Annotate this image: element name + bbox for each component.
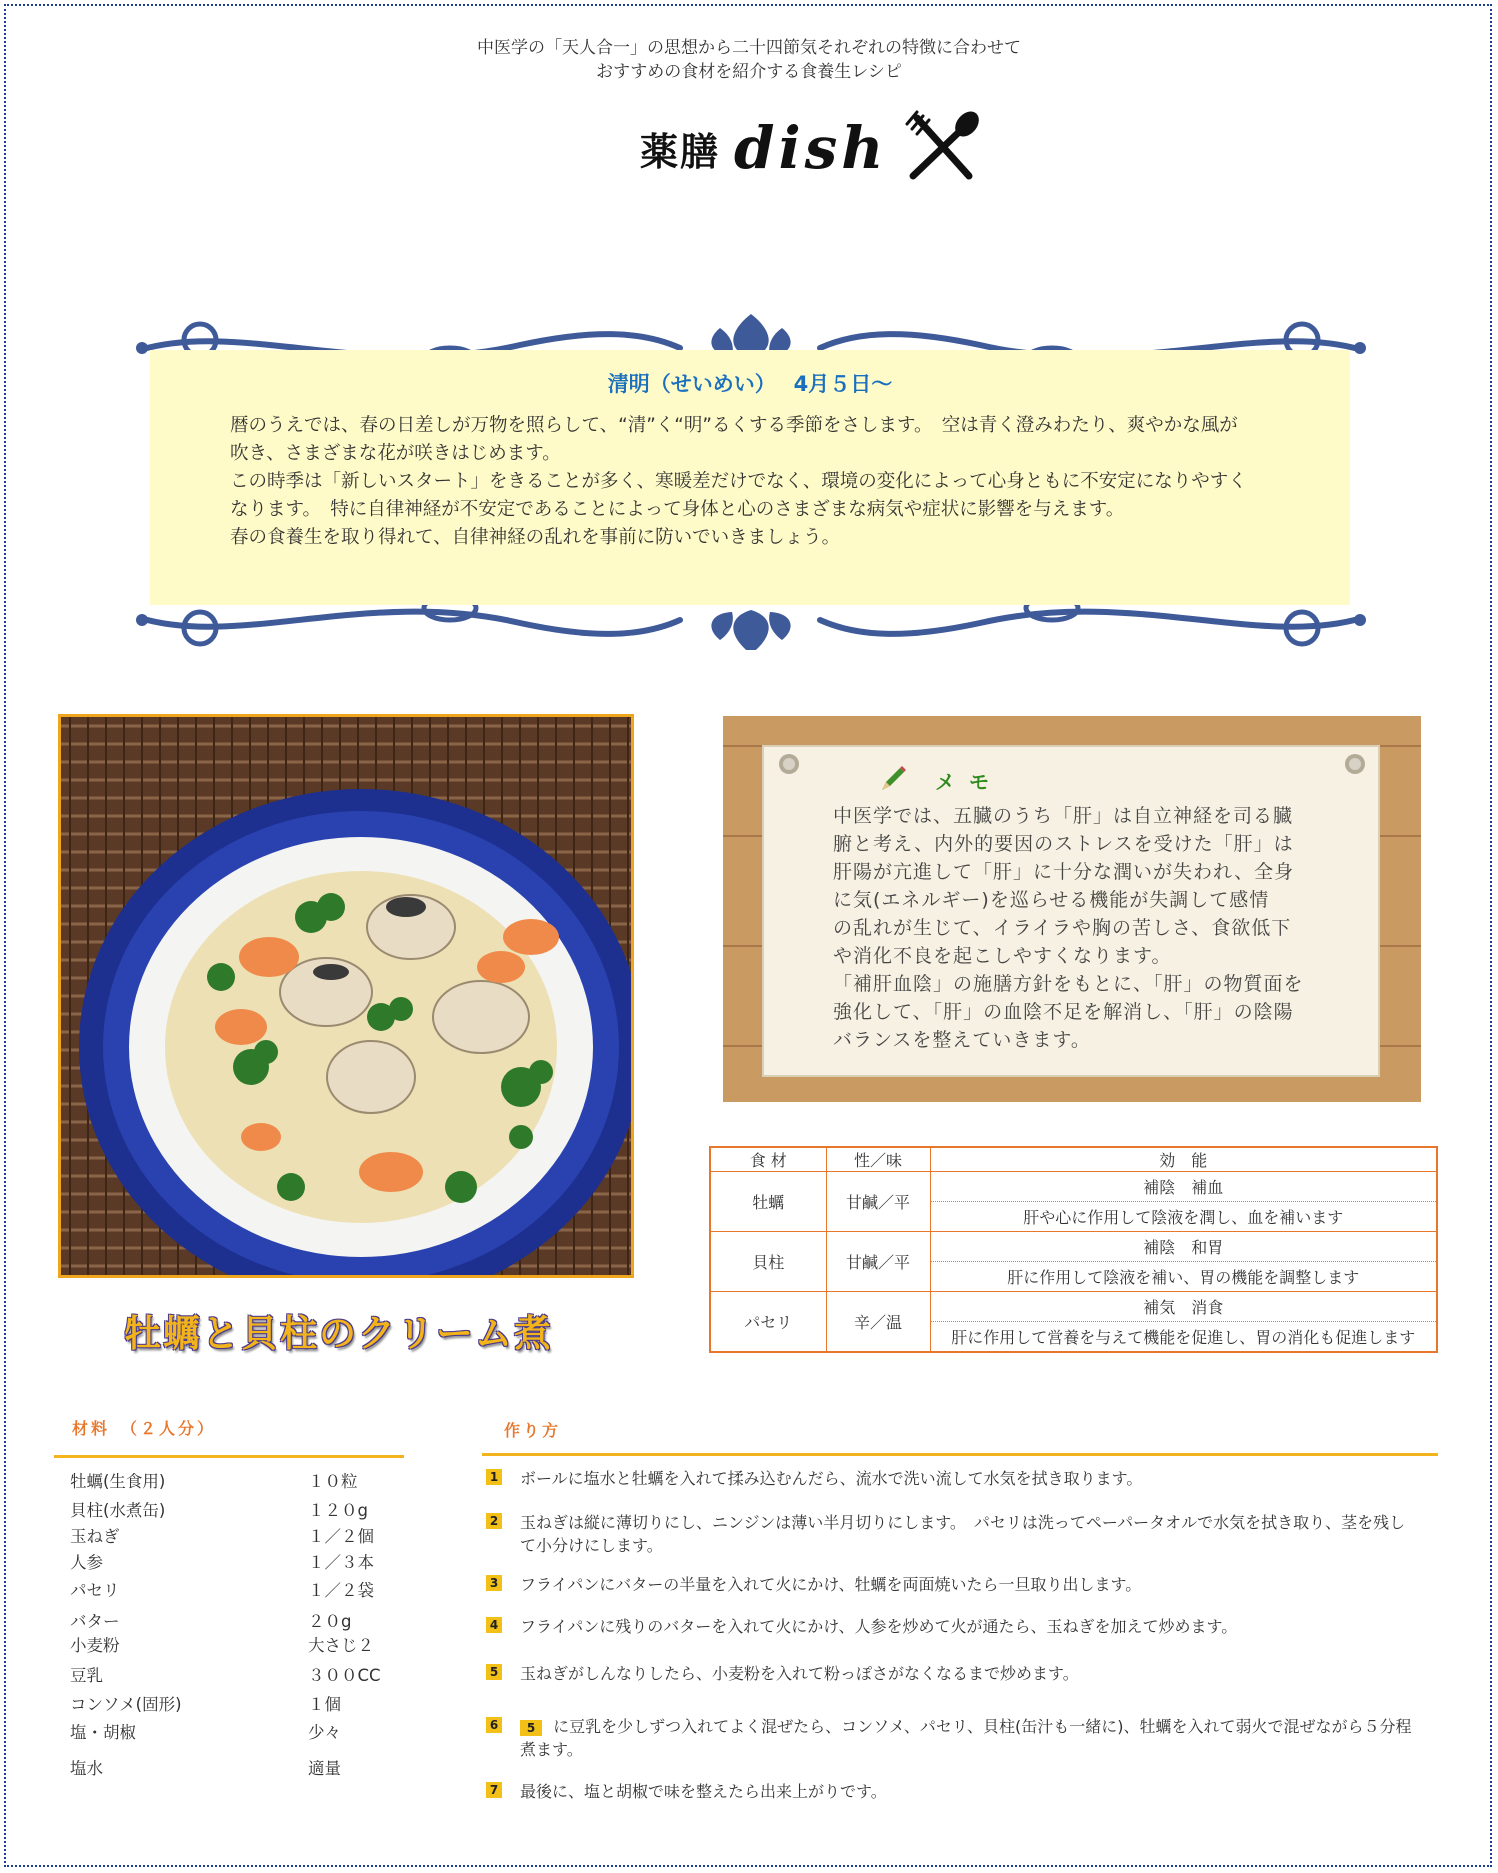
memo-line: 肝陽が亢進して「肝」に十分な潤いが失われ、全身 — [833, 861, 1295, 883]
material-name: 牡蠣(生食用) — [70, 1472, 166, 1491]
memo-heading: メモ — [935, 770, 1003, 794]
food-effect: 補陰 和胃 — [930, 1232, 1437, 1262]
step-number: 3 — [486, 1575, 502, 1591]
memo-line: に気(エネルギー)を巡らせる機能が失調して感情 — [833, 889, 1270, 911]
material-qty: ２０g — [308, 1612, 352, 1631]
memo-line: 腑と考え、内外的要因のストレスを受けた「肝」は — [833, 833, 1294, 855]
brand-logo — [640, 108, 983, 188]
food-nature: 甘鹹／平 — [826, 1232, 930, 1292]
material-qty: １／２袋 — [308, 1581, 374, 1600]
season-paragraph: なります。 特に自律神経が不安定であることによって身体と心のさまざまな病気や症状に影響を与えます。 — [230, 499, 1125, 520]
method-rule — [482, 1453, 1438, 1456]
material-name: コンソメ(固形) — [70, 1695, 182, 1714]
table-row — [710, 1292, 1437, 1322]
step-number: 5 — [486, 1664, 502, 1680]
step-ref-badge: 5 — [520, 1720, 542, 1736]
ingredient-table — [709, 1146, 1438, 1353]
material-name: 小麦粉 — [70, 1636, 120, 1655]
season-box — [150, 350, 1350, 605]
food-detail: 肝や心に作用して陰液を潤し、血を補います — [930, 1202, 1437, 1232]
step-text: ボールに塩水と牡蠣を入れて揉み込むんだら、流水で洗い流して水気を拭き取ります。 — [520, 1469, 1143, 1488]
material-name: 塩水 — [70, 1759, 103, 1778]
material-name: 豆乳 — [70, 1666, 103, 1685]
step-number: 1 — [486, 1469, 502, 1485]
material-qty: 適量 — [308, 1759, 341, 1778]
material-qty: 少々 — [308, 1723, 341, 1742]
dish-photo — [58, 714, 634, 1278]
memo-line: バランスを整えていきます。 — [833, 1029, 1091, 1051]
pencil-icon — [878, 764, 908, 798]
food-effect: 補気 消食 — [930, 1292, 1437, 1322]
season-description — [230, 412, 1320, 552]
season-paragraph: 暦のうえでは、春の日差しが万物を照らして、“清”く“明”るくする季節をさします。 空は青く澄みわたり、爽やかな風が — [230, 415, 1238, 436]
brand-jp: 薬膳 — [640, 128, 721, 174]
season-paragraph: 春の食養生を取り得れて、自律神経の乱れを事前に防いでいきましょう。 — [230, 527, 841, 548]
intro-line-1: 中医学の「天人合一」の思想から二十四節気それぞれの特徴に合わせて — [477, 38, 1021, 58]
fork-spoon-icon — [903, 108, 983, 188]
material-name: パセリ — [70, 1581, 120, 1600]
memo-line: や消化不良を起こしやすくなります。 — [833, 945, 1172, 967]
food-nature: 辛／温 — [826, 1292, 930, 1353]
step-number: 2 — [486, 1513, 502, 1529]
material-qty: １／３本 — [308, 1553, 374, 1572]
memo-line: 強化して、「肝」の血陰不足を解消し、「肝」の陰陽 — [833, 1001, 1294, 1023]
material-qty: ３００CC — [308, 1666, 381, 1685]
header-effect: 効 能 — [930, 1147, 1437, 1172]
materials-title: 材料 （２人分） — [72, 1419, 217, 1438]
memo-line: の乱れが生じて、イライラや胸の苦しさ、食欲低下 — [833, 917, 1292, 939]
header-nature: 性／味 — [826, 1147, 930, 1172]
memo-body — [833, 802, 1331, 1054]
memo-line: 中医学では、五臓のうち「肝」は自立神経を司る臓 — [833, 805, 1294, 827]
step-text-wrap — [520, 1715, 1420, 1761]
method-title: 作り方 — [504, 1421, 562, 1440]
food-nature: 甘鹹／平 — [826, 1172, 930, 1232]
brand-en: dish — [734, 114, 888, 182]
food-detail: 肝に作用して営養を与えて機能を促進し、胃の消化も促進します — [930, 1322, 1437, 1353]
intro-line-2: おすすめの食材を紹介する食養生レシピ — [596, 62, 902, 82]
materials-rule — [54, 1455, 404, 1458]
season-paragraph: この時季は「新しいスタート」をきることが多く、寒暖差だけでなく、環境の変化によって心身ともに不安定になりやすく — [230, 471, 1247, 492]
step-text: 最後に、塩と胡椒で味を整えたら出来上がりです。 — [520, 1782, 887, 1801]
header-food: 食 材 — [710, 1147, 826, 1172]
step-text: に豆乳を少しずつ入れてよく混ぜたら、コンソメ、パセリ、貝柱(缶汁も一緒に)、牡蠣を入れて弱火で混ぜながら５分程煮ます。 — [520, 1717, 1412, 1759]
step-number: 4 — [486, 1617, 502, 1633]
material-qty: １０粒 — [308, 1472, 358, 1491]
step-text: フライパンにバターの半量を入れて火にかけ、牡蠣を両面焼いたら一旦取り出します。 — [520, 1575, 1142, 1594]
material-qty: １２０g — [308, 1501, 368, 1520]
material-qty: １／２個 — [308, 1527, 374, 1546]
step-text: 玉ねぎがしんなりしたら、小麦粉を入れて粉っぽさがなくなるまで炒めます。 — [520, 1664, 1079, 1683]
food-name: 貝柱 — [710, 1232, 826, 1292]
step-text: フライパンに残りのバターを入れて火にかけ、人参を炒めて火が通たら、玉ねぎを加えて炒めます。 — [520, 1617, 1238, 1636]
table-row — [710, 1172, 1437, 1202]
season-title: 清明（せいめい） 4月５日～ — [607, 372, 893, 396]
table-header-row — [710, 1147, 1437, 1172]
memo-line: 「補肝血陰」の施膳方針をもとに、「肝」の物質面を — [833, 973, 1304, 995]
dish-title: 牡蠣と貝柱のクリーム煮 — [124, 1312, 553, 1355]
table-row — [710, 1232, 1437, 1262]
material-name: 塩・胡椒 — [70, 1723, 136, 1742]
material-qty: １個 — [308, 1695, 341, 1714]
material-name: 玉ねぎ — [70, 1527, 120, 1546]
material-name: バター — [70, 1612, 120, 1631]
season-paragraph: 吹き、さまざまな花が咲きはじめます。 — [230, 443, 561, 464]
food-effect: 補陰 補血 — [930, 1172, 1437, 1202]
step-number: 6 — [486, 1717, 502, 1733]
food-detail: 肝に作用して陰液を補い、胃の機能を調整します — [930, 1262, 1437, 1292]
material-name: 貝柱(水煮缶) — [70, 1501, 166, 1520]
material-name: 人参 — [70, 1553, 103, 1572]
season-banner — [120, 310, 1382, 650]
material-qty: 大さじ２ — [308, 1636, 374, 1655]
food-name: パセリ — [710, 1292, 826, 1353]
food-name: 牡蠣 — [710, 1172, 826, 1232]
step-text: 玉ねぎは縦に薄切りにし、ニンジンは薄い半月切りにします。 パセリは洗ってペーパータオルで水気を拭き取り、茎を残して小分けにします。 — [520, 1513, 1406, 1555]
step-number: 7 — [486, 1782, 502, 1798]
